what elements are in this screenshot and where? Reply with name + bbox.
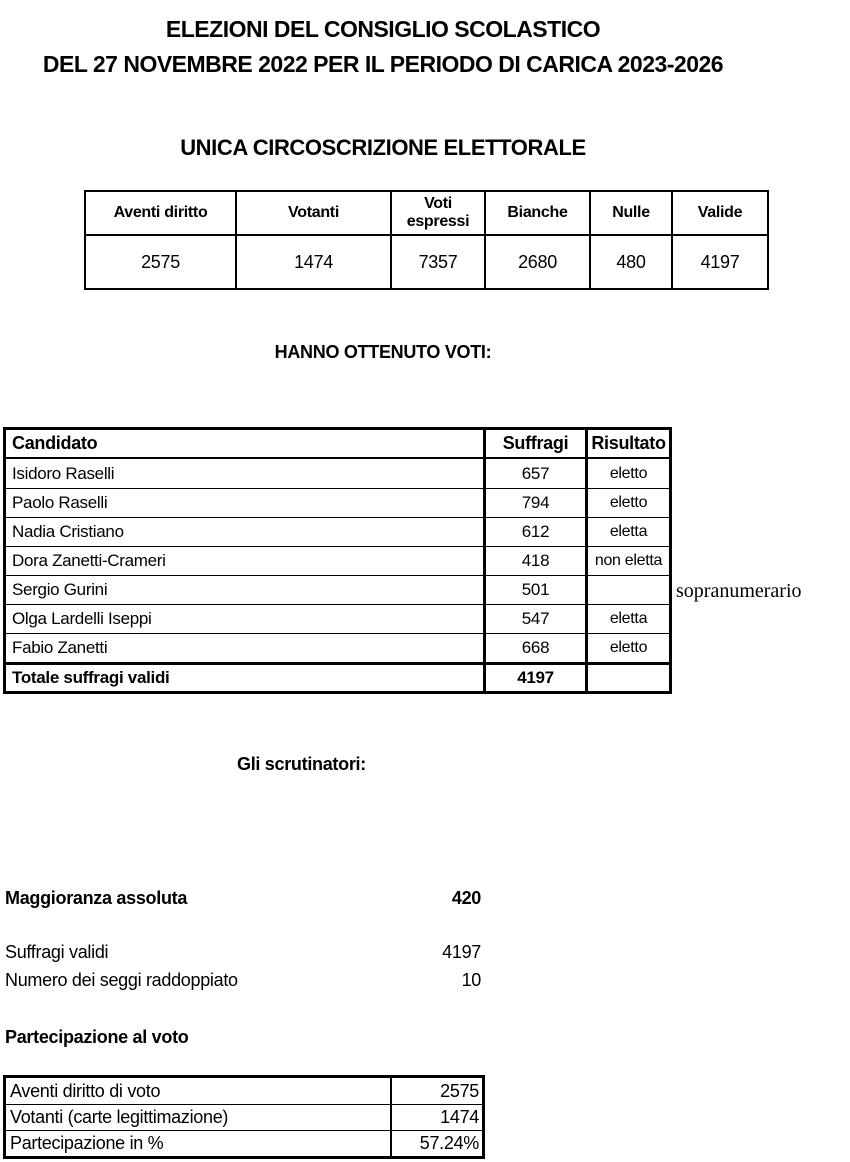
- candidate-result-cell: eletto: [585, 633, 669, 662]
- candidate-votes-cell: 547: [483, 604, 585, 633]
- participation-row-label: Votanti (carte legittimazione): [6, 1104, 390, 1130]
- stat-majority: [5, 888, 481, 909]
- participation-row-label: Aventi diritto di voto: [10, 1080, 161, 1101]
- candidate-votes-cell: 501: [483, 575, 585, 604]
- summary-header-aventi-diritto: Aventi diritto: [86, 192, 235, 236]
- district-heading: UNICA CIRCOSCRIZIONE ELETTORALE: [180, 135, 586, 160]
- participation-table: [3, 1075, 485, 1159]
- candidate-votes-cell: 612: [483, 517, 585, 546]
- summary-header-voti-espressi: Voti espressi: [390, 192, 484, 236]
- summary-value-voti-espressi: 7357: [390, 236, 484, 288]
- candidate-result-cell: eletto: [585, 488, 669, 517]
- candidate-votes-cell: 668: [483, 633, 585, 662]
- participation-row-value: 2575: [390, 1078, 482, 1104]
- summary-header-bianche: Bianche: [484, 192, 589, 236]
- stat-seats-label: Numero dei seggi raddoppiato: [5, 970, 238, 990]
- candidate-name-cell: Sergio Gurini: [6, 575, 483, 604]
- candidate-votes-cell: 794: [483, 488, 585, 517]
- candidates-total-label: Totale suffragi validi: [6, 662, 483, 691]
- candidates-table: [3, 427, 672, 694]
- candidate-result-cell: eletta: [585, 517, 669, 546]
- candidates-total-result: [585, 662, 669, 691]
- votes-heading: HANNO OTTENUTO VOTI:: [274, 342, 492, 362]
- candidate-votes-cell: 657: [483, 459, 585, 488]
- candidate-name-cell: Olga Lardelli Iseppi: [6, 604, 483, 633]
- participation-row-value: 57.24%: [390, 1130, 482, 1156]
- summary-value-bianche: 2680: [484, 236, 589, 288]
- candidate-name-cell: Dora Zanetti-Crameri: [6, 546, 483, 575]
- candidates-header-risultato: Risultato: [585, 430, 669, 459]
- candidate-result-cell: non eletta: [585, 546, 669, 575]
- page-title-line1: ELEZIONI DEL CONSIGLIO SCOLASTICO: [165, 16, 601, 42]
- participation-row-value: 1474: [390, 1104, 482, 1130]
- page-title: [0, 12, 766, 82]
- summary-header-valide: Valide: [671, 192, 767, 236]
- scrutineers-label: Gli scrutinatori:: [237, 754, 366, 774]
- supernumerary-note: sopranumerario: [676, 580, 802, 602]
- candidate-name-cell: Paolo Raselli: [6, 488, 483, 517]
- participation-heading: Partecipazione al voto: [5, 1027, 189, 1047]
- summary-value-votanti: 1474: [235, 236, 390, 288]
- candidates-header-suffragi: Suffragi: [483, 430, 585, 459]
- candidate-votes-cell: 418: [483, 546, 585, 575]
- stat-valid-votes-value: 4197: [442, 942, 481, 962]
- stat-valid-votes-label: Suffragi validi: [5, 942, 109, 962]
- candidate-name-cell: Nadia Cristiano: [6, 517, 483, 546]
- summary-header-nulle: Nulle: [589, 192, 671, 236]
- candidates-total-votes: 4197: [483, 662, 585, 691]
- stat-seats: [5, 970, 481, 991]
- stat-majority-label: Maggioranza assoluta: [5, 888, 188, 908]
- candidate-result-cell: eletto: [585, 459, 669, 488]
- page-title-line2: DEL 27 NOVEMBRE 2022 PER IL PERIODO DI CARICA 2023-2026: [42, 51, 724, 77]
- summary-value-nulle: 480: [589, 236, 671, 288]
- summary-header-votanti: Votanti: [235, 192, 390, 236]
- candidate-name-cell: Fabio Zanetti: [6, 633, 483, 662]
- candidate-result-cell: eletta: [585, 604, 669, 633]
- stat-seats-value: 10: [461, 970, 481, 990]
- participation-row-label: Partecipazione in %: [6, 1130, 390, 1156]
- candidate-name-cell: Isidoro Raselli: [12, 463, 115, 483]
- stat-majority-value: 420: [451, 888, 481, 908]
- summary-table: [84, 190, 769, 290]
- summary-value-aventi-diritto: 2575: [141, 251, 180, 272]
- candidates-header-candidato: Candidato: [6, 430, 483, 459]
- stat-valid-votes: [5, 942, 481, 963]
- candidate-result-cell: [585, 575, 669, 604]
- summary-value-valide: 4197: [671, 236, 767, 288]
